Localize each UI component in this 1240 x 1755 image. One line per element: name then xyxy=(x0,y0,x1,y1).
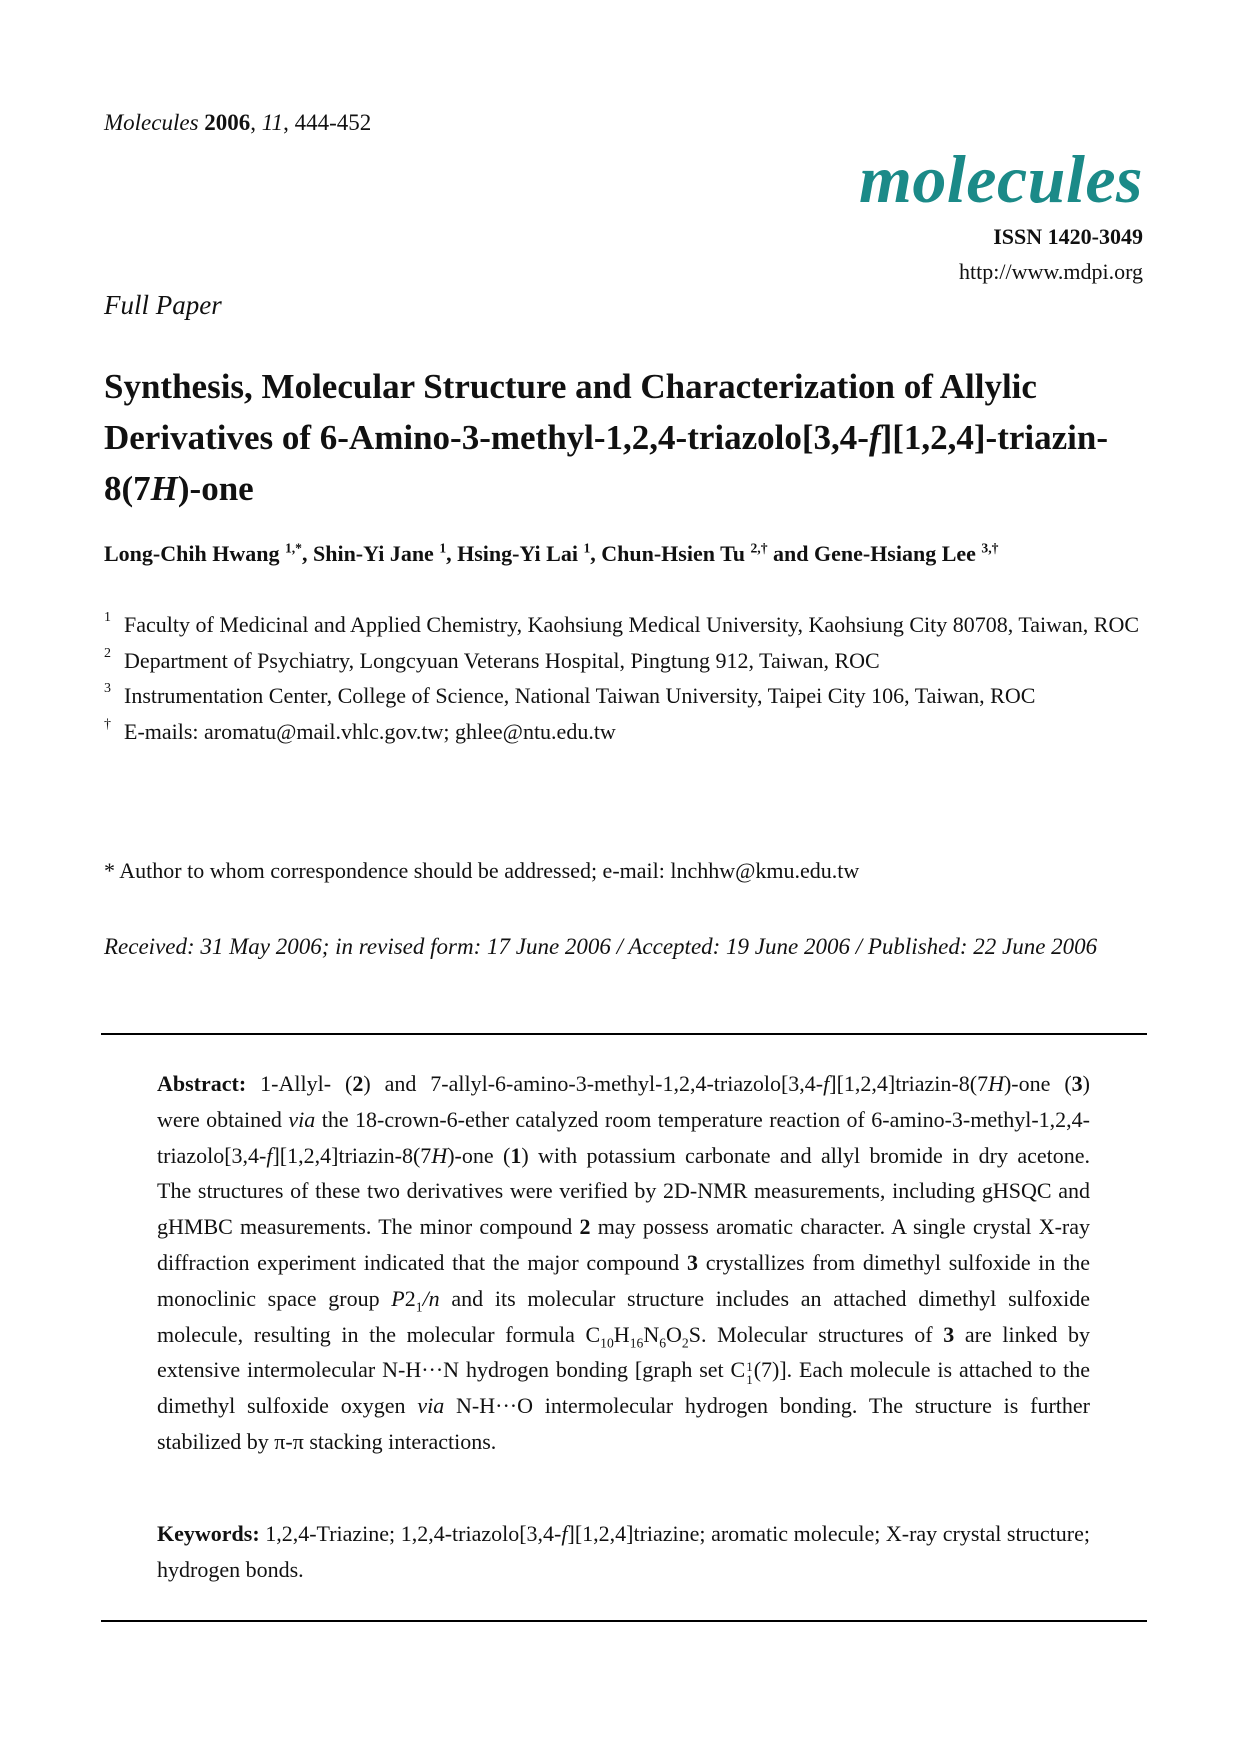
journal-pages: 444-452 xyxy=(294,110,372,135)
journal-citation: Molecules 2006, 11, 444-452 xyxy=(104,110,372,135)
journal-url[interactable]: http://www.mdpi.org xyxy=(959,259,1143,284)
affiliation: 2 Department of Psychiatry, Longcyuan Veterans Hospital, Pingtung 912, Taiwan, ROC xyxy=(104,645,880,673)
bottom-divider xyxy=(101,1620,1147,1622)
affiliation: 3 Instrumentation Center, College of Science, National Taiwan University, Taipei City 106, Taiwan, ROC xyxy=(104,681,1036,708)
author: Chun-Hsien Tu $^{2,\dagger}$ xyxy=(601,540,768,566)
top-divider xyxy=(101,1033,1147,1035)
publication-dates: Received: 31 May 2006; in revised form: 17 June 2006 / Accepted: 19 June 2006 / Published: 22 June 2006 xyxy=(104,934,1098,959)
author: Gene-Hsiang Lee $^{3,\dagger}$ xyxy=(813,540,999,566)
journal-logo: molecules xyxy=(858,141,1143,217)
title-italic-f: f xyxy=(868,418,881,457)
author: Shin-Yi Jane $^1$ xyxy=(312,540,447,566)
affiliation: 1 Faculty of Medicinal and Applied Chemistry, Kaohsiung Medical University, Kaohsiung City 80708, Taiwan, ROC xyxy=(104,610,1140,637)
title-text-2: ][1,2,4]-triazin-8(7 xyxy=(104,418,1109,508)
title-text-3: )-one xyxy=(177,469,254,508)
abstract-label: Abstract: xyxy=(157,1071,247,1096)
paper-type: Full Paper xyxy=(104,290,222,320)
affiliation-list xyxy=(104,607,1154,749)
title-text-1: Synthesis, Molecular Structure and Characterization of Allylic Derivatives of 6-Amino-3-methyl-1,2,4-triazolo[3,4- xyxy=(104,367,1037,457)
author-list: Long-Chih Hwang $^{1,*}$, Shin-Yi Jane $^1$, Hsing-Yi Lai $^1$, Chun-Hsien Tu $^{2,\dagger}$ and Gene-Hsiang Lee $^{3,\dagger}$ xyxy=(104,540,999,566)
keywords: Keywords: 1,2,4-Triazine; 1,2,4-triazolo[3,4-f][1,2,4]triazine; aromatic molecule; X-ray crystal structure; hydrogen bonds. xyxy=(157,1521,1090,1582)
affiliation-emails: † E-mails: aromatu@mail.vhlc.gov.tw; ghlee@ntu.edu.tw xyxy=(104,716,616,744)
title-italic-h: H xyxy=(150,469,178,508)
author: Long-Chih Hwang $^{1,*}$ xyxy=(104,540,302,566)
issn: ISSN 1420-3049 xyxy=(993,224,1143,249)
journal-volume: 11 xyxy=(261,110,284,135)
journal-name: Molecules xyxy=(104,110,199,135)
journal-year: 2006 xyxy=(204,110,251,135)
graph-set-index: 1 1 xyxy=(746,1359,753,1388)
keywords-label: Keywords: xyxy=(157,1521,260,1546)
correspondence-note: * Author to whom correspondence should be addressed; e-mail: lnchhw@kmu.edu.tw xyxy=(104,858,860,883)
paper-title xyxy=(104,361,1144,514)
author: Hsing-Yi Lai $^1$ xyxy=(457,540,591,566)
abstract: Abstract: 1-Allyl- (2) and 7-allyl-6-amino-3-methyl-1,2,4-triazolo[3,4-f][1,2,4]triazin-8(7H)-one (3) were obtained via the 18-crown-6-ether catalyzed room temperature reaction of 6-amino-3-methyl-1,2,4-triazolo[3,4-f][1,2,4]triazin-8(7H)-one (1) with potassium carbonate and allyl bromide in dry acetone. The structures of these two derivatives were verified by 2D-NMR measurements, including gHSQC and gHMBC measurements. The minor compound 2 may possess aromatic character. A single crystal X-ray diffraction experiment indicated that the major compound 3 crystallizes from dimethyl sulfoxide in the monoclinic space group $P2_1/n$ and its molecular structure includes an attached dimethyl sulfoxide molecule, resulting in the molecular formula $C_{10}H_{16}N_6O_2S$. Molecular structures of 3 are linked by extensive intermolecular N-H···N hydrogen bonding [graph set C 1 1 (7)]. Each molecule is attached to the dimethyl sulfoxide oxygen via N-H···O intermolecular hydrogen bonding. The structure is further stabilized by π-π stacking interactions. xyxy=(157,1071,1090,1454)
